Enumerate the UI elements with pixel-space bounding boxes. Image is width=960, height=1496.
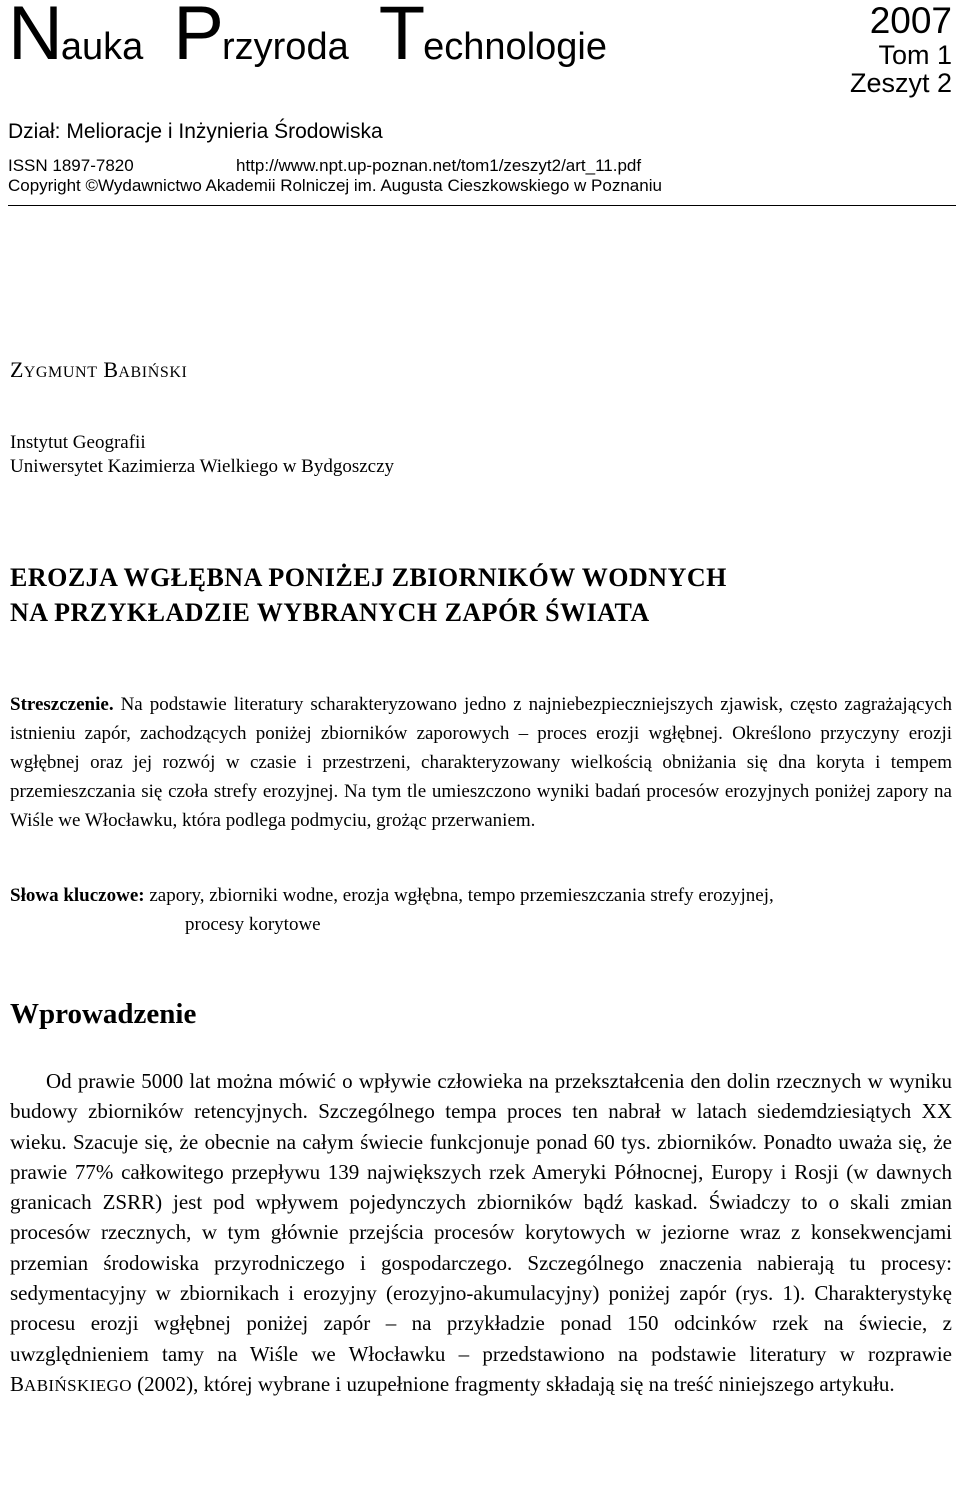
article-title-line-2: NA PRZYKŁADZIE WYBRANYCH ZAPÓR ŚWIATA <box>10 598 650 627</box>
issn: ISSN 1897-7820 <box>8 156 134 175</box>
article-url[interactable]: http://www.npt.up-poznan.net/tom1/zeszyt2/art_11.pdf <box>236 156 642 175</box>
keywords-line-2: procesy korytowe <box>185 914 321 935</box>
keywords-label: Słowa kluczowe: <box>10 885 145 906</box>
issue-volume: Tom 1 <box>878 39 952 70</box>
keywords <box>10 881 952 939</box>
citation-author: BABIŃSKIEGO <box>10 1371 132 1396</box>
abstract <box>10 690 952 835</box>
abstract-label: Streszczenie. <box>10 694 114 715</box>
journal-section: Dział: Melioracje i Inżynieria Środowiska <box>8 120 383 143</box>
journal-title <box>8 0 637 76</box>
section-heading: Wprowadzenie <box>10 998 197 1030</box>
copyright-line: Copyright ©Wydawnictwo Akademii Rolniczej im. Augusta Cieszkowskiego w Poznaniu <box>8 176 662 195</box>
issue-info <box>850 2 952 98</box>
journal-word-technologie: Technologie <box>378 0 607 76</box>
article-title-line-1: EROZJA WGŁĘBNA PONIŻEJ ZBIORNIKÓW WODNYCH <box>10 563 727 592</box>
author-affiliation-university: Uniwersytet Kazimierza Wielkiego w Bydgoszczy <box>10 456 395 477</box>
journal-word-przyroda: Przyroda <box>173 0 349 76</box>
author-name: ZYGMUNT BABIŃSKI <box>10 357 188 382</box>
body-paragraph: Od prawie 5000 lat można mówić o wpływie człowieka na przekształcenia den dolin rzecznych w wyniku budowy zbiorników retencyjnych. Szczególnego tempa proces ten nabrał w latach siedemdziesiątych XX wieku. Szacuje się, że obecnie na całym świecie funkcjonuje ponad 60 tys. zbiorników. Ponadto uważa się, że prawie 77% całkowitego przepływu 139 największych rzek Ameryki Północnej, Europy i Rosji (w dawnych granicach ZSRR) jest pod wpływem pojedynczych zbiorników bądź kaskad. Świadczy to o skali zmian procesów rzecznych, w tym głównie przejścia procesów korytowych w jeziorne wraz z konsekwencjami przemian środowiska przyrodniczego i gospodarczego. Szczególnego znaczenia nabierają tu procesy: sedymentacyjny w zbiornikach i erozyjny (erozyjno-akumulacyjny) poniżej zapór (rys. 1). Charakterystykę procesu erozji wgłębnej poniżej zapór – na przykładzie ponad 150 odcinków rzek na świecie, z uwzględnieniem tamy na Wiśle we Włocławku – przedstawiono na podstawie literatury w rozprawie BABIŃSKIEGO (2002), której wybrane i uzupełnione fragmenty składają się na treść niniejszego artykułu. <box>10 1069 952 1396</box>
issue-number: Zeszyt 2 <box>849 68 952 99</box>
keywords-line-1: zapory, zbiorniki wodne, erozja wgłębna, tempo przemieszczania strefy erozyjnej, <box>149 885 774 906</box>
header-divider <box>8 205 956 206</box>
journal-word-nauka: Nauka <box>8 0 144 76</box>
abstract-text: Na podstawie literatury scharakteryzowano jedno z najniebezpieczniejszych zjawisk, często zagrażających istnieniu zapór, zachodzących poniżej zbiorników zaporowych – proces erozji wgłębnej. Określono przyczyny erozji wgłębnej oraz jej rozwój w czasie i przestrzeni, charakteryzowany wielkością obniżania się dna koryta i tempem przemieszczania się czoła strefy erozyjnej. Na tym tle umieszczono wyniki badań procesów erozyjnych poniżej zapory na Wiśle we Włocławku, która podlega podmyciu, grożąc przerwaniem. <box>10 694 952 831</box>
author-affiliation-institute: Instytut Geografii <box>10 432 146 453</box>
issue-year: 2007 <box>869 0 952 41</box>
